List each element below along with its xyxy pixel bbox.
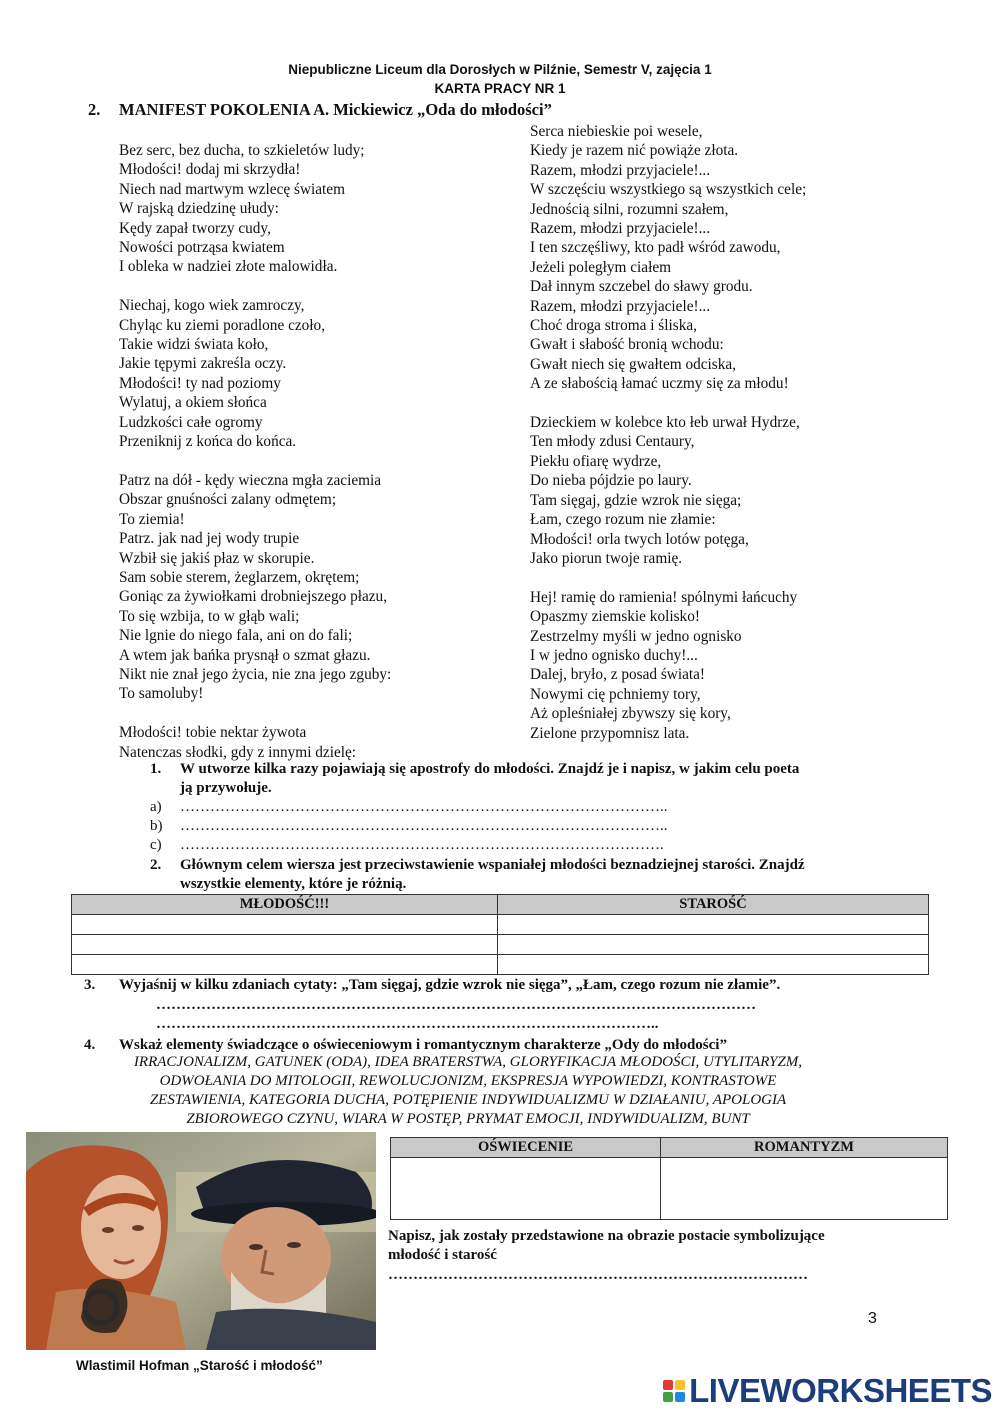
poem-line [119, 277, 391, 296]
q1-a-answer-line[interactable]: …………………………………………………………………………………….. [180, 799, 668, 815]
table-cell[interactable] [391, 1158, 661, 1220]
table-cell[interactable] [498, 915, 929, 935]
painting-caption: Wlastimil Hofman „Starość i młodość” [76, 1358, 323, 1373]
poem-line: Zestrzelmy myśli w jedno ognisko [530, 627, 742, 645]
painting-task-line1: Napisz, jak zostały przedstawione na obrazie postacie symbolizujące [388, 1228, 825, 1244]
poem-line: Jakie tępymi zakreśla oczy. [119, 355, 287, 373]
poem-line: Razem, młodzi przyjaciele!... [530, 297, 711, 315]
poem-line: Zielone przypomnisz lata. [530, 724, 690, 742]
poem-line: Razem, młodzi przyjaciele!... [530, 161, 711, 179]
liveworksheets-logo [663, 1371, 992, 1409]
poem-line: Patrz na dół - kędy wieczna mgła zaciemia [119, 471, 382, 489]
poem-line: Gwałt i słabość bronią wchodu: [530, 336, 724, 354]
painting-task-answer-line[interactable]: ………………………………………………………………………… [388, 1267, 808, 1283]
poem-line: To się wzbija, to w głąb wali; [119, 607, 300, 625]
poem-line: Piekłu ofiarę wydrze, [530, 452, 662, 470]
table-cell[interactable] [498, 935, 929, 955]
poem-line: Niech nad martwym wzlecę światem [119, 180, 345, 198]
poem-line: Choć droga stroma i śliska, [530, 317, 697, 335]
logo-square [675, 1392, 685, 1402]
poem-line: Kędy zapał tworzy cudy, [119, 219, 271, 237]
poem-line: Takie widzi świata koło, [119, 336, 269, 354]
poem-line: Młodości! tobie nektar żywota [119, 724, 307, 742]
poem-line: Aż opleśniałej zbywszy się kory, [530, 705, 731, 723]
q2-text-line2: wszystkie elementy, które je różnią. [180, 876, 407, 892]
q1-text-line1: W utworze kilka razy pojawiają się apostrofy do młodości. Znajdź je i napisz, w jakim celu poeta [180, 761, 800, 777]
poem-line [530, 394, 806, 413]
poem-line: Do nieba pójdzie po laury. [530, 472, 692, 490]
poem-line: Jeżeli poległym ciałem [530, 258, 672, 276]
table-cell[interactable] [661, 1158, 948, 1220]
q4-term-list-line1: IRRACJONALIZM, GATUNEK (ODA), IDEA BRATERSTWA, GLORYFIKACJA MŁODOŚCI, UTYLITARYZM, [133, 1054, 803, 1070]
poem-right-column [530, 122, 806, 743]
poem-line: Ten młody zdusi Centaury, [530, 433, 695, 451]
poem-line: Wylatuj, a okiem słońca [119, 394, 267, 412]
poem-line [119, 704, 391, 723]
q4-term-list-line2: ODWOŁANIA DO MITOLOGII, REWOLUCJONIZM, EKSPRESJA WYPOWIEDZI, KONTRASTOWE [159, 1073, 777, 1089]
col-header-romanticism: ROMANTYZM [661, 1138, 948, 1158]
school-header: Niepubliczne Liceum dla Dorosłych w Pilźnie, Semestr V, zajęcia 1 [288, 62, 712, 77]
poem-line: Hej! ramię do ramienia! spólnymi łańcuchy [530, 588, 798, 606]
poem-line: Kiedy je razem nić powiąże złota. [530, 142, 739, 160]
q4-text: Wskaż elementy świadczące o oświeceniowym i romantycznym charakterze „Ody do młodości” [119, 1037, 727, 1053]
poem-line: I w jedno ognisko duchy!... [530, 646, 698, 664]
q1-b-label: b) [150, 818, 163, 834]
poem-line: A wtem jak bańka prysnął o szmat głazu. [119, 646, 371, 664]
page-number: 3 [868, 1310, 877, 1327]
poem-line [119, 451, 391, 470]
poem-line: Młodości! dodaj mi skrzydła! [119, 161, 301, 179]
youth-age-table [71, 894, 929, 975]
logo-square [663, 1392, 673, 1402]
q2-text-line1: Głównym celem wiersza jest przeciwstawienie wspaniałej młodości beznadziejnej starości. Znajdź [180, 857, 805, 873]
poem-line: A ze słabością łamać uczmy się za młodu! [530, 375, 789, 393]
poem-line: Nowymi cię pchniemy tory, [530, 685, 701, 703]
poem-line: To samoluby! [119, 685, 204, 703]
q4-term-list-line4: ZBIOROWEGO CZYNU, WIARA W POSTĘP, PRYMAT EMOCJI, INDYWIDUALIZM, BUNT [186, 1111, 750, 1127]
col-header-age: STAROŚĆ [498, 895, 929, 915]
q1-b-answer-line[interactable]: …………………………………………………………………………………….. [180, 818, 668, 834]
poem-line: To ziemia! [119, 510, 185, 528]
table-cell[interactable] [498, 955, 929, 975]
poem-line: Przeniknij z końca do końca. [119, 433, 297, 451]
poem-line: Patrz. jak nad jej wody trupie [119, 530, 300, 548]
q1-a-label: a) [150, 799, 162, 815]
q1-text-line2: ją przywołuje. [180, 780, 272, 796]
logo-text: LIVEWORKSHEETS [689, 1371, 992, 1409]
logo-square [675, 1380, 685, 1390]
poem-line: Natenczas słodki, gdy z innymi dzielę: [119, 743, 357, 761]
q1-c-answer-line[interactable]: ……………………………………………………………………………………. [180, 837, 664, 853]
poem-line: Goniąc za żywiołkami drobniejszego płazu, [119, 588, 388, 606]
poem-line: Sam sobie sterem, żeglarzem, okrętem; [119, 568, 360, 586]
logo-square [663, 1380, 673, 1390]
poem-line: Bez serc, bez ducha, to szkieletów ludy; [119, 142, 365, 159]
logo-icon [663, 1380, 685, 1402]
poem-line: Młodości! orla twych lotów potęga, [530, 530, 749, 548]
poem-line: Jednością silni, rozumni szałem, [530, 200, 729, 218]
poem-line: W szczęściu wszystkiego są wszystkich cele; [530, 181, 807, 199]
poem-line: Chyląc ku ziemi poradlone czoło, [119, 316, 326, 334]
poem-line: Dalej, bryło, z posad świata! [530, 666, 706, 684]
painting-image [26, 1132, 376, 1350]
poem-line: Łam, czego rozum nie złamie: [530, 511, 716, 529]
q1-c-label: c) [150, 837, 162, 853]
poem-line: Ludzkości całe ogromy [119, 413, 263, 431]
table-cell[interactable] [72, 935, 498, 955]
q3-number: 3. [84, 977, 96, 993]
poem-line: I obleka w nadziei złote malowidła. [119, 258, 338, 276]
poem-line: Serca niebieskie poi wesele, [530, 123, 703, 140]
painting-task-line2: młodość i starość [388, 1247, 497, 1263]
poem-line: I ten szczęśliwy, kto padł wśród zawodu, [530, 239, 781, 257]
poem-line: Wzbił się jakiś płaz w skorupie. [119, 549, 315, 567]
poem-line: Dzieckiem w kolebce kto łeb urwał Hydrze, [530, 414, 800, 432]
poem-line: Nowości potrząsa kwiatem [119, 239, 285, 257]
poem-line: Niechaj, kogo wiek zamroczy, [119, 297, 305, 315]
table-cell[interactable] [72, 915, 498, 935]
q3-answer-line1[interactable]: ………………………………………………………………………………………………………… [156, 997, 756, 1013]
poem-line: Młodości! ty nad poziomy [119, 374, 281, 392]
enlightenment-romanticism-table [390, 1137, 948, 1220]
poem-line: Nikt nie znał jego życia, nie zna jego zguby: [119, 665, 392, 683]
poem-left-column [119, 141, 391, 762]
table-cell[interactable] [72, 955, 498, 975]
q4-number: 4. [84, 1037, 96, 1053]
q3-text: Wyjaśnij w kilku zdaniach cytaty: „Tam sięgaj, gdzie wzrok nie sięga”, „Łam, czego rozum nie złamie”. [119, 977, 781, 993]
q3-answer-line2[interactable]: ……………………………………………………………………………………….. [156, 1016, 659, 1032]
poem-line: Jako piorun twoje ramię. [530, 549, 683, 567]
col-header-youth: MŁODOŚĆ!!! [72, 895, 498, 915]
q4-term-list-line3: ZESTAWIENIA, KATEGORIA DUCHA, POTĘPIENIE INDYWIDUALIZMU W DZIAŁANIU, APOLOGIA [149, 1092, 787, 1108]
q2-number: 2. [150, 857, 162, 873]
section-number: 2. [88, 100, 101, 119]
poem-line: Nie lgnie do niego fala, ani on do fali; [119, 627, 353, 645]
poem-line [530, 568, 806, 587]
poem-line: Opaszmy ziemskie kolisko! [530, 608, 700, 626]
worksheet-title: KARTA PRACY NR 1 [434, 81, 566, 96]
poem-line: W rajską dziedzinę ułudy: [119, 200, 279, 218]
poem-line: Dał innym szczebel do sławy grodu. [530, 278, 753, 296]
section-title: MANIFEST POKOLENIA A. Mickiewicz „Oda do młodości” [119, 100, 552, 119]
poem-line: Razem, młodzi przyjaciele!... [530, 220, 711, 238]
poem-line: Gwałt niech się gwałtem odciska, [530, 355, 737, 373]
col-header-enlightenment: OŚWIECENIE [391, 1138, 661, 1158]
q1-number: 1. [150, 761, 162, 777]
poem-line: Obszar gnuśności zalany odmętem; [119, 491, 337, 509]
poem-line: Tam sięgaj, gdzie wzrok nie sięga; [530, 491, 742, 509]
